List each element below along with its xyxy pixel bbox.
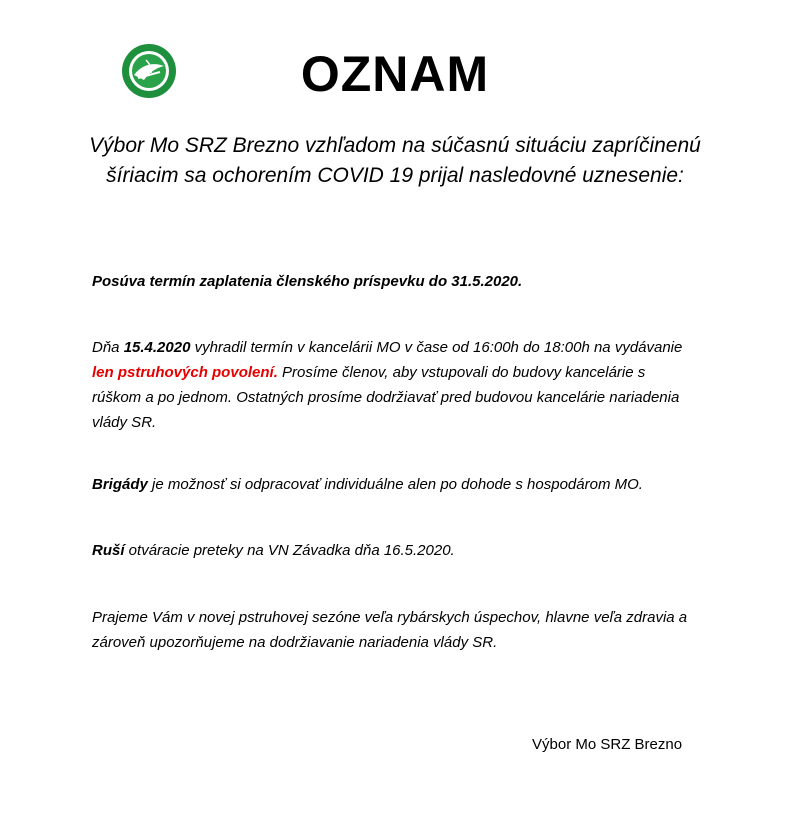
paragraph-membership-fee: Posúva termín zaplatenia členského príspevku do 31.5.2020. <box>92 273 523 290</box>
p3-lead: Brigády <box>92 476 148 493</box>
paragraph-brigades <box>92 472 732 497</box>
p2-date: 15.4.2020 <box>123 339 191 356</box>
signature: Výbor Mo SRZ Brezno <box>532 736 683 753</box>
paragraph-wishes: Prajeme Vám v novej pstruhovej sezóne veľa rybárskych úspechov, hlavne veľa zdravia a zároveň upozorňujeme na dodržiavanie nariadenia vlády SR. <box>92 609 688 651</box>
p2-text-2: vyhradil termín v kancelárii MO v čase od 16:00h do 18:00h na vydávanie <box>190 339 683 356</box>
p2-text-1: Dňa <box>92 339 124 356</box>
p3-rest: je možnosť si odpracovať individuálne alen po dohode s hospodárom MO. <box>147 476 643 493</box>
page-title: OZNAM <box>300 46 490 102</box>
p2-highlight: len pstruhových povolení. <box>92 364 278 381</box>
paragraph-race-cancelled <box>92 538 732 563</box>
intro-text: Výbor Mo SRZ Brezno vzhľadom na súčasnú situáciu zapríčinenú šíriacim sa ochorením COVID 19 prijal nasledovné uznesenie: <box>89 134 701 187</box>
p4-lead: Ruší <box>92 542 125 559</box>
paragraph-permit-issuance <box>92 335 692 435</box>
p4-rest: otváracie preteky na VN Závadka dňa 16.5.2020. <box>124 542 455 559</box>
p2-text-3: Prosíme členov, aby vstupovali do budovy kancelárie s rúškom a po jednom. Ostatných prosíme dodržiavať pred budovou kancelárie nariadenia vlády SR. <box>92 364 680 431</box>
